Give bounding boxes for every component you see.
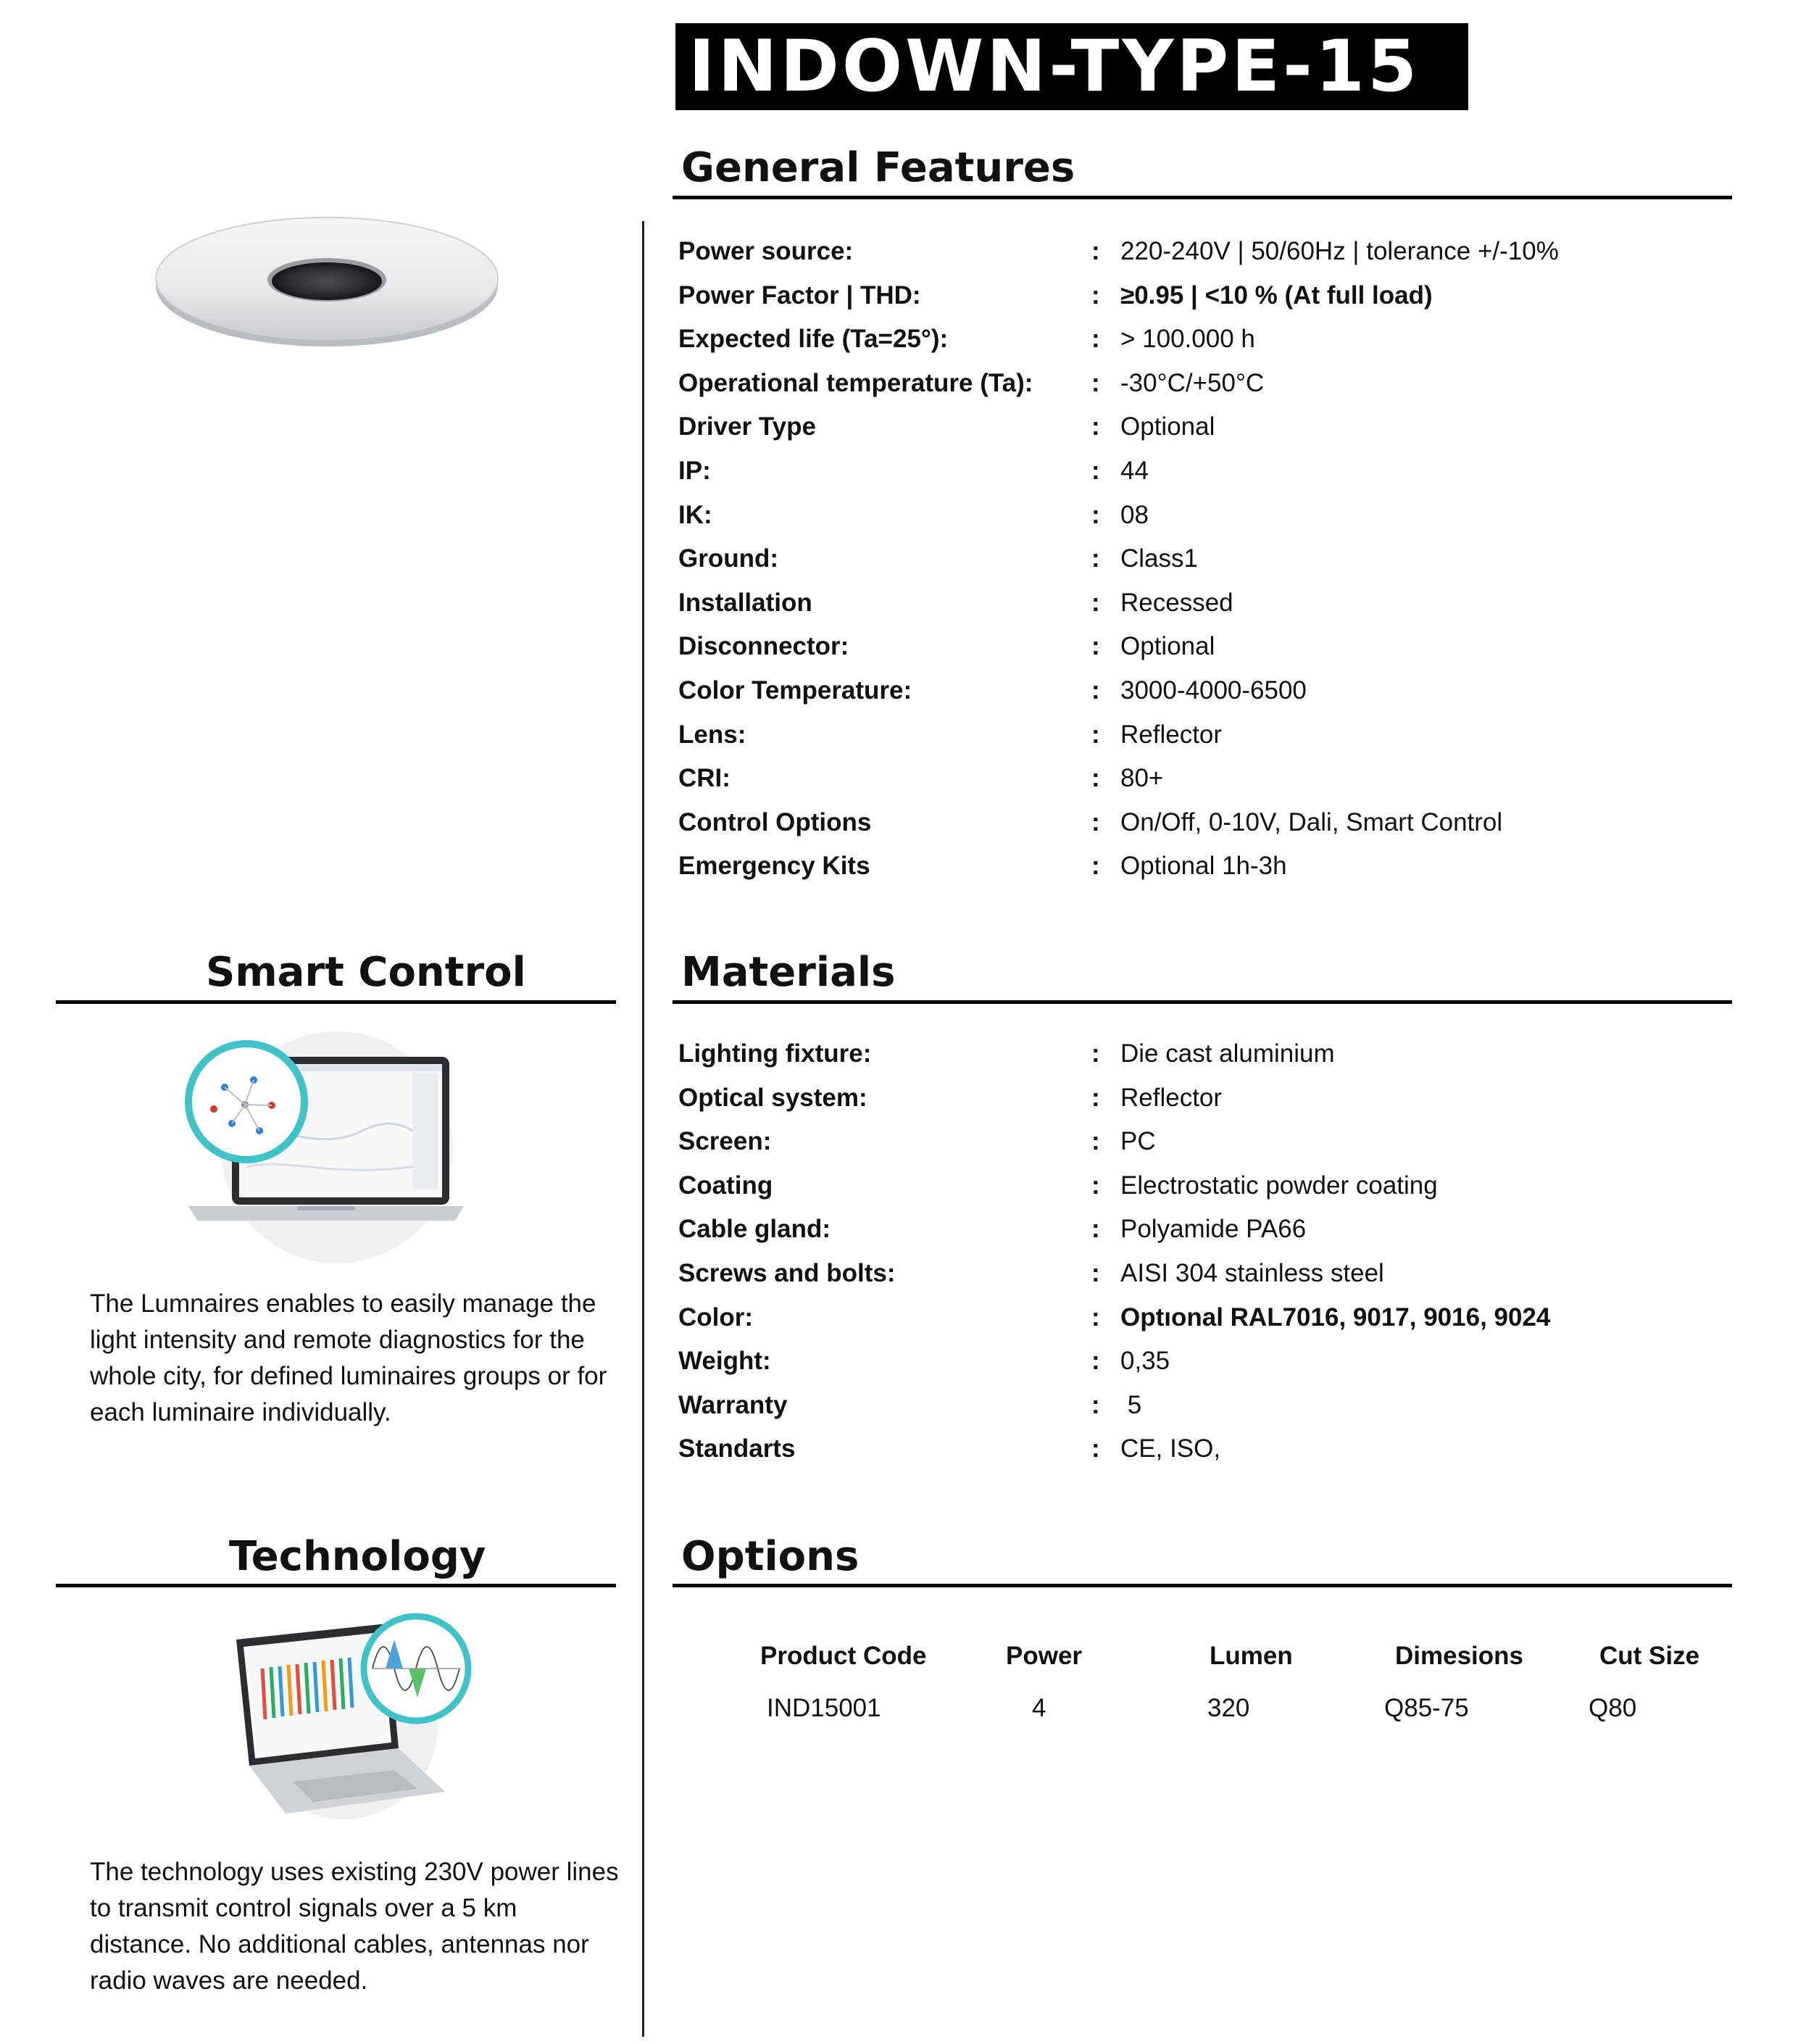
feature-label: IK: [678,500,712,529]
feature-value: Optional [1120,412,1215,441]
laptop-map-image [174,1029,478,1266]
feature-row [678,625,1729,668]
material-value: Die cast aluminium [1120,1039,1335,1068]
material-value: 5 [1120,1390,1142,1419]
feature-value: 220-240V | 50/60Hz | tolerance +/-10% [1120,237,1559,265]
material-value: Optıonal RAL7016, 9017, 9016, 9024 [1120,1303,1551,1331]
material-separator: : [1091,1303,1100,1331]
material-row [678,1296,1729,1339]
material-label: Weight: [678,1347,771,1376]
technology-rule [56,1584,616,1587]
feature-separator: : [1091,412,1100,441]
feature-row [678,494,1729,537]
feature-label: Lens: [678,720,746,749]
feature-separator: : [1091,281,1100,309]
material-label: Color: [678,1303,754,1331]
recessed-downlight-image [149,209,504,354]
feature-row [678,449,1729,493]
material-value: Electrostatic powder coating [1120,1171,1438,1200]
feature-row [678,274,1729,317]
material-separator: : [1091,1259,1100,1287]
material-label: Optical system: [678,1083,867,1112]
feature-row [678,669,1729,713]
title-banner [675,23,1468,110]
feature-label: Power source: [678,237,854,265]
feature-row [678,757,1729,800]
material-row [678,1164,1729,1208]
feature-label: Control Options [678,807,872,836]
feature-row [678,801,1729,844]
material-label: Screws and bolts: [678,1259,896,1287]
material-value: CE, ISO, [1120,1434,1221,1463]
feature-value: Optional 1h-3h [1120,852,1287,881]
material-row [678,1032,1729,1076]
options-header-cut-size: Cut Size [1599,1642,1700,1670]
feature-value: Reflector [1120,720,1223,749]
smart-control-text: The Lumnaires enables to easily manage the light intensity and remote diagnostics for the whole city, for defined luminaires groups or for each luminaire individually. [90,1289,607,1426]
material-label: Coating [678,1171,773,1200]
feature-value: 3000-4000-6500 [1120,676,1307,705]
feature-row [678,362,1729,405]
feature-row [678,230,1729,273]
feature-separator: : [1091,325,1100,354]
product-title: INDOWN-TYPE-15 [688,25,1420,108]
material-row [678,1252,1729,1295]
material-separator: : [1091,1215,1100,1244]
laptop-chart-image [228,1611,481,1821]
material-value: Polyamide PA66 [1120,1215,1307,1244]
feature-row [678,844,1729,888]
feature-label: Ground: [678,544,779,573]
material-separator: : [1091,1434,1100,1463]
feature-label: Disconnector: [678,632,849,661]
options-header-lumen: Lumen [1210,1642,1293,1670]
feature-separator: : [1091,676,1100,705]
options-cell-lumen: 320 [1207,1694,1250,1722]
feature-separator: : [1091,764,1100,793]
material-value: AISI 304 stainless steel [1120,1259,1384,1287]
options-header-product-code: Product Code [760,1642,927,1670]
feature-separator: : [1091,720,1100,749]
material-row [678,1076,1729,1120]
options-cell-product-code: IND15001 [767,1694,881,1722]
feature-row [678,317,1729,361]
feature-label: Operational temperature (Ta): [678,368,1033,397]
materials-heading: Materials [681,949,896,996]
material-separator: : [1091,1083,1100,1112]
feature-label: Power Factor | THD: [678,281,921,309]
material-label: Standarts [678,1434,796,1463]
feature-value: > 100.000 h [1120,325,1255,354]
options-rule [673,1584,1732,1587]
material-row [678,1427,1729,1471]
feature-separator: : [1091,588,1100,617]
options-cell-power: 4 [1032,1694,1046,1722]
material-label: Screen: [678,1127,772,1156]
feature-value: 44 [1120,457,1149,485]
feature-value: Recessed [1120,588,1233,617]
feature-label: Emergency Kits [678,852,870,881]
feature-separator: : [1091,544,1100,573]
general-features-heading: General Features [681,144,1075,191]
feature-value: ≥0.95 | <10 % (At full load) [1120,281,1433,309]
feature-value: 80+ [1120,764,1164,793]
feature-label: IP: [678,457,711,485]
feature-label: Driver Type [678,412,816,441]
smart-control-heading: Smart Control [206,949,526,996]
feature-value: On/Off, 0-10V, Dali, Smart Control [1120,807,1503,836]
options-header-power: Power [1006,1642,1083,1670]
options-cell-cut-size: Q80 [1589,1694,1637,1722]
feature-separator: : [1091,368,1100,397]
feature-value: 08 [1120,500,1149,529]
options-cell-dimensions: Q85-75 [1384,1694,1469,1722]
technology-text: The technology uses existing 230V power lines to transmit control signals over a 5 km distance. No additional cables, antennas nor radio waves are needed. [90,1858,619,1995]
material-separator: : [1091,1039,1100,1068]
column-divider [642,221,644,2037]
material-row [678,1208,1729,1251]
feature-label: Color Temperature: [678,676,912,705]
material-separator: : [1091,1171,1100,1200]
material-label: Warranty [678,1390,788,1419]
feature-separator: : [1091,632,1100,661]
material-value: PC [1120,1127,1156,1156]
technology-heading: Technology [229,1533,486,1580]
feature-separator: : [1091,807,1100,836]
material-separator: : [1091,1347,1100,1376]
options-header-dimensions: Dimesions [1395,1642,1523,1670]
feature-separator: : [1091,237,1100,265]
materials-rule [673,1000,1732,1004]
feature-value: Class1 [1120,544,1198,573]
material-label: Lighting fixture: [678,1039,872,1068]
options-heading: Options [681,1533,860,1580]
feature-row [678,537,1729,581]
material-row [678,1339,1729,1383]
feature-row [678,581,1729,625]
feature-value: -30°C/+50°C [1120,368,1265,397]
feature-label: Expected life (Ta=25°): [678,325,949,354]
material-separator: : [1091,1127,1100,1156]
feature-row [678,713,1729,757]
general-features-rule [673,196,1732,199]
feature-separator: : [1091,457,1100,485]
feature-value: Optional [1120,632,1215,661]
material-value: Reflector [1120,1083,1223,1112]
material-value: 0,35 [1120,1347,1170,1376]
material-row [678,1384,1729,1427]
feature-row [678,405,1729,449]
material-label: Cable gland: [678,1215,831,1244]
feature-label: CRI: [678,764,731,793]
feature-label: Installation [678,588,812,617]
feature-separator: : [1091,500,1100,529]
smart-control-rule [56,1000,616,1004]
feature-separator: : [1091,852,1100,881]
material-separator: : [1091,1390,1100,1419]
material-row [678,1120,1729,1163]
